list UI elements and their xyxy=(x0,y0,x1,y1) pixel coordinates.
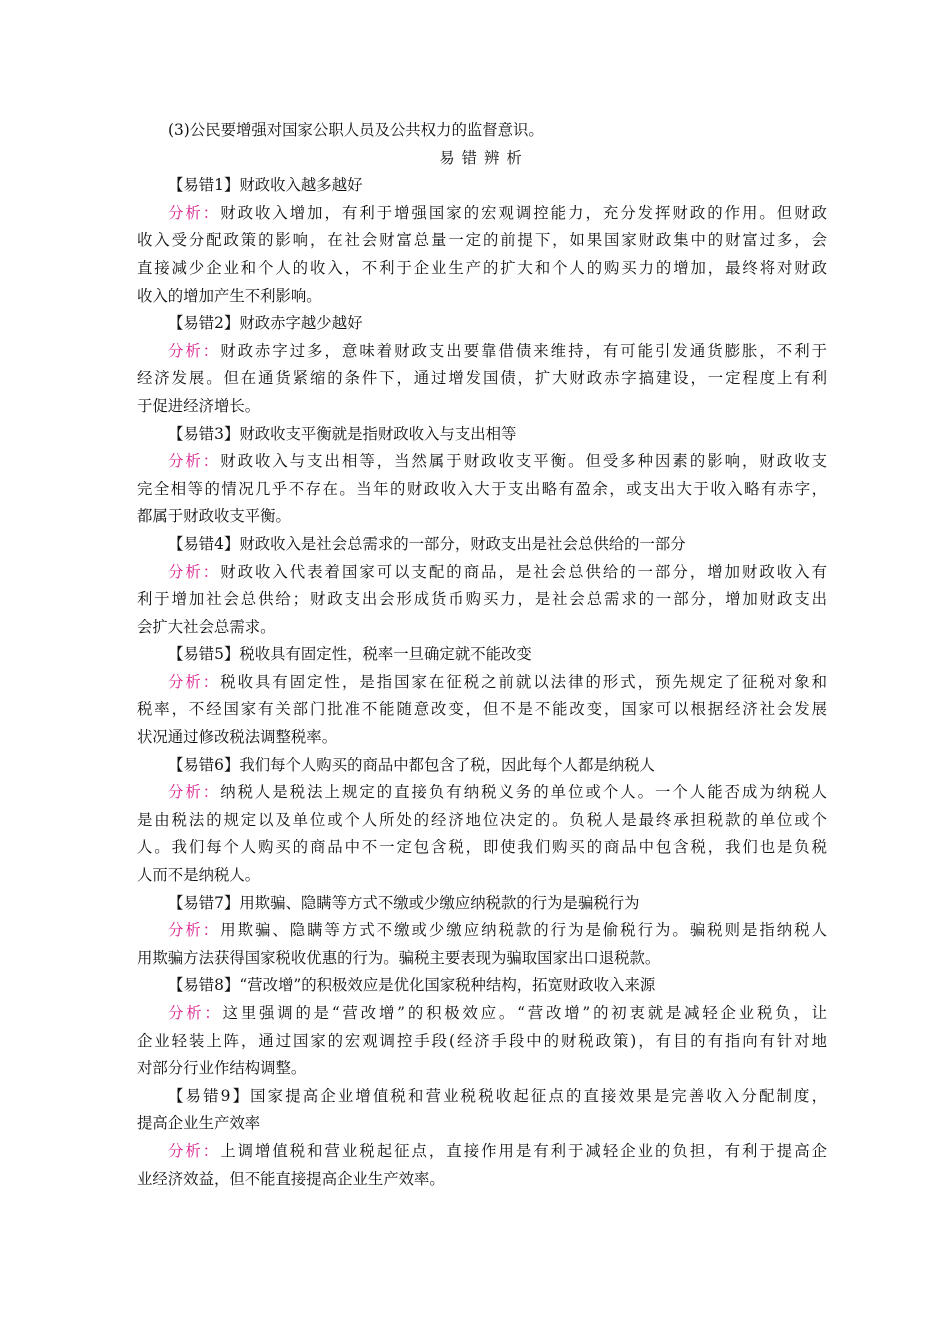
error-item-2 xyxy=(137,310,827,420)
analysis-label: 分析： xyxy=(168,341,221,360)
analysis-line: 完全相等的情况几乎不存在。当年的财政收入大于支出略有盈余，或支出大于收入略有赤字， xyxy=(137,479,827,498)
analysis-line: 分析：税收具有固定性，是指国家在征税之前就以法律的形式，预先规定了征税对象和 xyxy=(168,672,827,691)
error-item-8 xyxy=(137,972,827,1082)
error-item-5 xyxy=(137,641,827,751)
analysis-label: 分析： xyxy=(168,921,221,940)
item-heading-continued: 提高企业生产效率 xyxy=(137,1114,261,1133)
error-item-9 xyxy=(137,1083,827,1193)
analysis-line: 分析：财政赤字过多，意味着财政支出要靠借债来维持，有可能引发通货膨胀，不利于 xyxy=(168,341,827,360)
error-item-3 xyxy=(137,421,827,531)
analysis-label: 分析： xyxy=(168,783,221,802)
document-page xyxy=(137,117,827,1193)
analysis-line: 经济发展。但在通货紧缩的条件下，通过增发国债，扩大财政赤字搞建设，一定程度上有利 xyxy=(137,369,827,388)
analysis-label: 分析： xyxy=(168,1141,221,1160)
analysis-line: 企业轻装上阵，通过国家的宏观调控手段(经济手段中的财税政策)，有目的有指向有针对地 xyxy=(137,1031,827,1050)
analysis-line: 对部分行业作结构调整。 xyxy=(137,1059,307,1078)
analysis-label: 分析： xyxy=(168,452,221,471)
analysis-line: 业经济效益，但不能直接提高企业生产效率。 xyxy=(137,1169,445,1188)
analysis-line: 人。我们每个人购买的商品中不一定包含税，即使我们购买的商品中包含税，我们也是负税 xyxy=(137,838,827,857)
error-item-1 xyxy=(137,172,827,310)
analysis-line: 分析：财政收入增加，有利于增强国家的宏观调控能力，充分发挥财政的作用。但财政 xyxy=(168,203,827,222)
analysis-line: 都属于财政收支平衡。 xyxy=(137,507,291,526)
item-heading: 【易错2】财政赤字越少越好 xyxy=(168,314,363,333)
analysis-label: 分析： xyxy=(168,562,221,581)
item-heading: 【易错4】财政收入是社会总需求的一部分，财政支出是社会总供给的一部分 xyxy=(168,534,686,553)
analysis-line: 状况通过修改税法调整税率。 xyxy=(137,728,338,747)
analysis-label: 分析： xyxy=(168,672,221,691)
analysis-label: 分析： xyxy=(168,1004,223,1022)
analysis-line: 收入受分配政策的影响，在社会财富总量一定的前提下，如果国家财政集中的财富过多，会 xyxy=(137,231,827,250)
analysis-label: 分析： xyxy=(168,203,221,222)
analysis-line: 人而不是纳税人。 xyxy=(137,866,261,885)
analysis-line: 于促进经济增长。 xyxy=(137,396,261,415)
error-item-7 xyxy=(137,890,827,973)
analysis-line: 直接减少企业和个人的收入，不利于企业生产的扩大和个人的购买力的增加，最终将对财政 xyxy=(137,258,827,277)
analysis-line: 分析：上调增值税和营业税起征点，直接作用是有利于减轻企业的负担，有利于提高企 xyxy=(168,1141,827,1160)
analysis-line: 是由税法的规定以及单位或个人所处的经济地位决定的。负税人是最终承担税款的单位或个 xyxy=(137,810,827,829)
analysis-line: 利于增加社会总供给；财政支出会形成货币购买力，是社会总需求的一部分，增加财政支出 xyxy=(137,590,827,609)
analysis-line: 会扩大社会总需求。 xyxy=(137,617,276,636)
item-heading: 【易错7】用欺骗、隐瞒等方式不缴或少缴应纳税款的行为是骗税行为 xyxy=(168,893,640,912)
analysis-line: 用欺骗方法获得国家税收优惠的行为。骗税主要表现为骗取国家出口退税款。 xyxy=(137,948,661,967)
item-heading: 【易错6】我们每个人购买的商品中都包含了税，因此每个人都是纳税人 xyxy=(168,755,655,774)
item-heading: 【易错9】国家提高企业增值税和营业税税收起征点的直接效果是完善收入分配制度， xyxy=(168,1086,827,1105)
item-heading: 【易错8】“营改增”的积极效应是优化国家税种结构，拓宽财政收入来源 xyxy=(168,976,656,995)
analysis-line: 税率，不经国家有关部门批准不能随意改变，但不是不能改变，国家可以根据经济社会发展 xyxy=(137,700,827,719)
item-heading: 【易错1】财政收入越多越好 xyxy=(168,176,363,195)
intro-paragraph: (3)公民要增强对国家公职人员及公共权力的监督意识。 xyxy=(168,121,544,139)
analysis-line: 分析：这里强调的是“营改增”的积极效应。“营改增”的初衷就是减轻企业税负，让 xyxy=(168,1004,827,1022)
analysis-line: 分析：纳税人是税法上规定的直接负有纳税义务的单位或个人。一个人能否成为纳税人 xyxy=(168,783,827,802)
item-heading: 【易错5】税收具有固定性，税率一旦确定就不能改变 xyxy=(168,645,532,664)
analysis-line: 分析：用欺骗、隐瞒等方式不缴或少缴应纳税款的行为是偷税行为。骗税则是指纳税人 xyxy=(168,921,827,940)
analysis-line: 收入的增加产生不利影响。 xyxy=(137,286,322,305)
analysis-line: 分析：财政收入与支出相等，当然属于财政收支平衡。但受多种因素的影响，财政收支 xyxy=(168,452,827,471)
section-title: 易错辨析 xyxy=(439,148,529,167)
error-item-4 xyxy=(137,531,827,641)
analysis-line: 分析：财政收入代表着国家可以支配的商品，是社会总供给的一部分，增加财政收入有 xyxy=(168,562,827,581)
error-item-6 xyxy=(137,752,827,890)
item-heading: 【易错3】财政收支平衡就是指财政收入与支出相等 xyxy=(168,424,517,443)
